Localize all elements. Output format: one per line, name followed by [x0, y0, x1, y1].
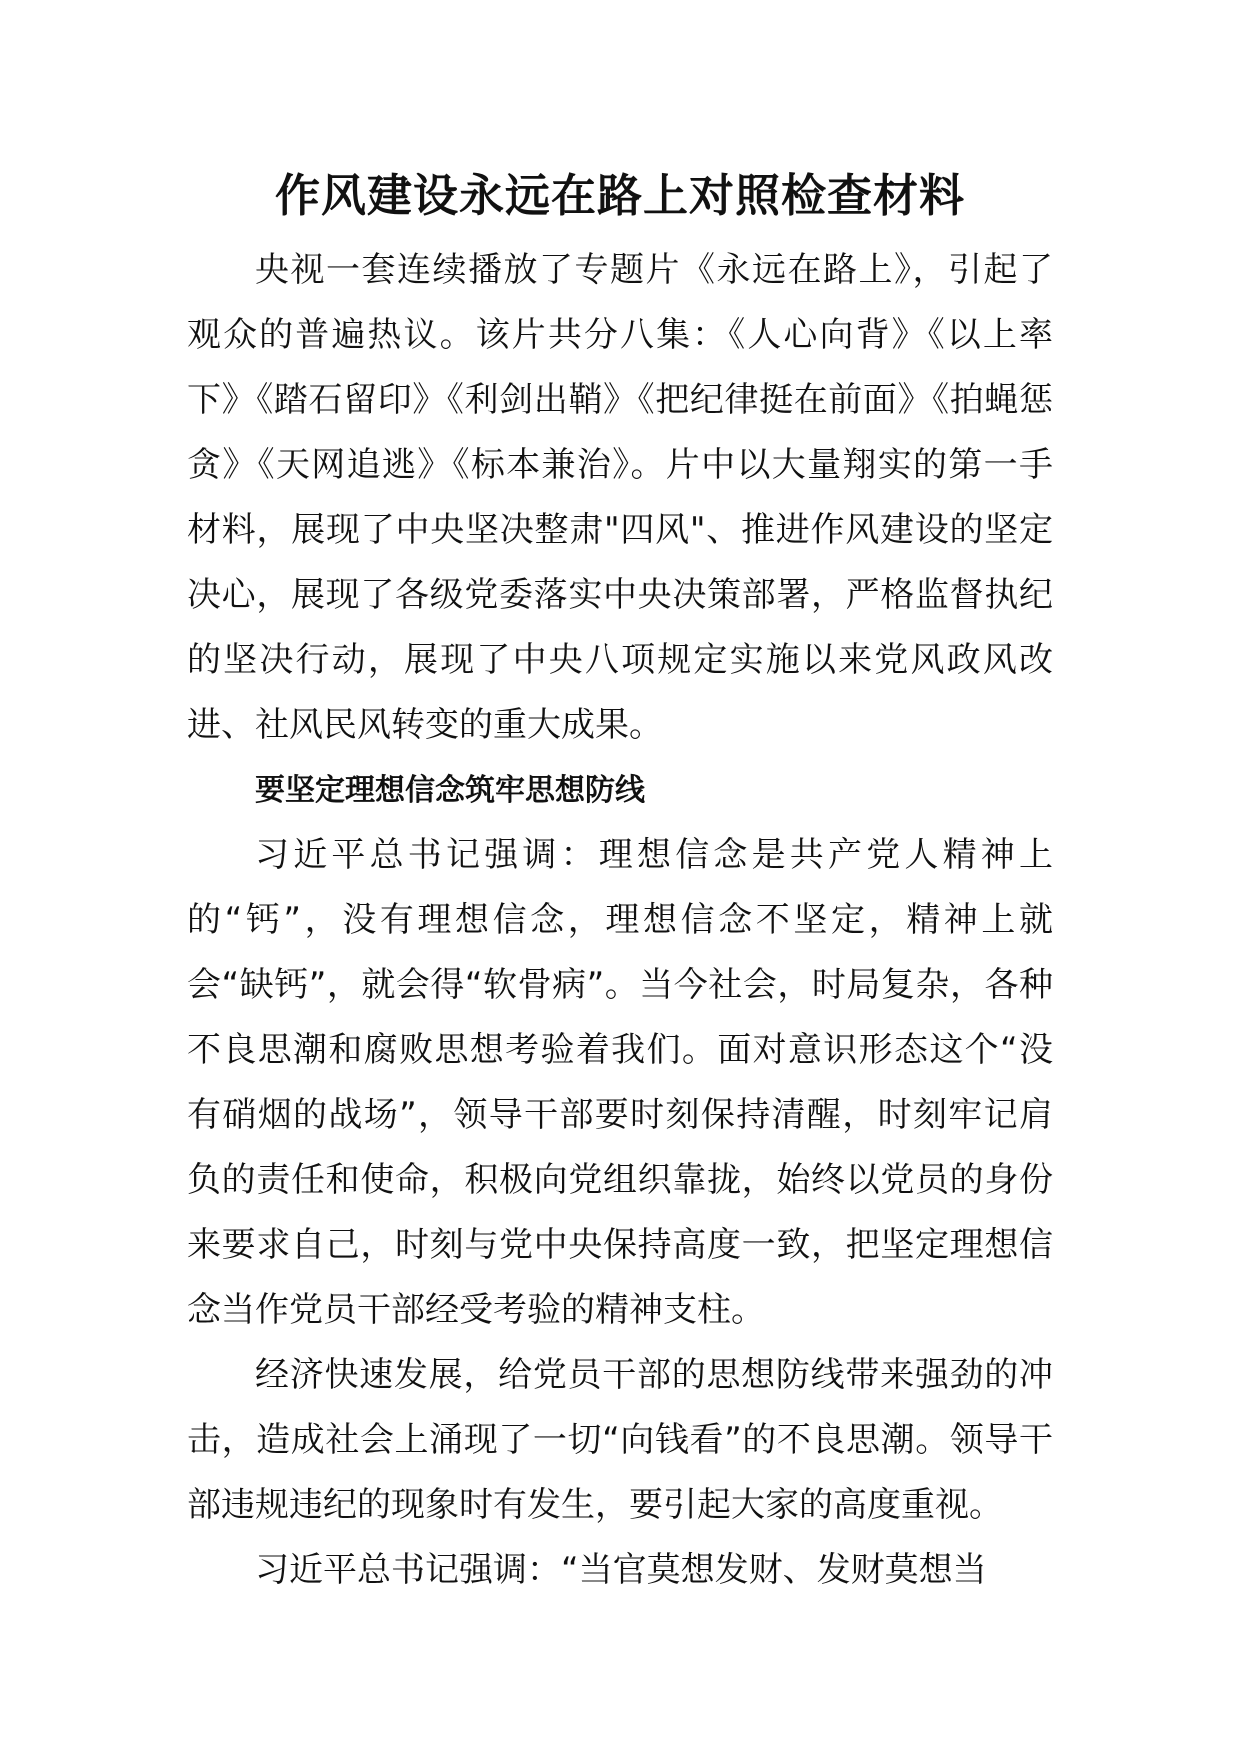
document-page: [187, 160, 1053, 1603]
document-title: 作风建设永远在路上对照检查材料: [274, 169, 965, 222]
section-heading: 要坚定理想信念筑牢思想防线: [255, 773, 645, 808]
body-paragraph-quote: 习近平总书记强调：“当官莫想发财、发财莫想当: [255, 1550, 987, 1590]
body-paragraph-ideals: 习近平总书记强调：理想信念是共产党人精神上的“钙”，没有理想信念，理想信念不坚定，精神上就会“缺钙”，就会得“软骨病”。当今社会，时局复杂，各种不良思潮和腐败思想考验着我们。面对意识形态这个“没有硝烟的战场”，领导干部要时刻保持清醒，时刻牢记肩负的责任和使命，积极向党组织靠拢，始终以党员的身份来要求自己，时刻与党中央保持高度一致，把坚定理想信念当作党员干部经受考验的精神支柱。: [187, 835, 1053, 1330]
intro-paragraph: 央视一套连续播放了专题片《永远在路上》，引起了观众的普遍热议。该片共分八集：《人心向背》《以上率下》《踏石留印》《利剑出鞘》《把纪律挺在前面》《拍蝇惩贪》《天网追逃》《标本兼治》。片中以大量翔实的第一手材料，展现了中央坚决整肃"四风"、推进作风建设的坚定决心，展现了各级党委落实中央决策部署，严格监督执纪的坚决行动，展现了中央八项规定实施以来党风政风改进、社风民风转变的重大成果。: [187, 250, 1053, 745]
body-paragraph-economy: 经济快速发展，给党员干部的思想防线带来强劲的冲击，造成社会上涌现了一切“向钱看”的不良思潮。领导干部违规违纪的现象时有发生，要引起大家的高度重视。: [187, 1355, 1053, 1525]
